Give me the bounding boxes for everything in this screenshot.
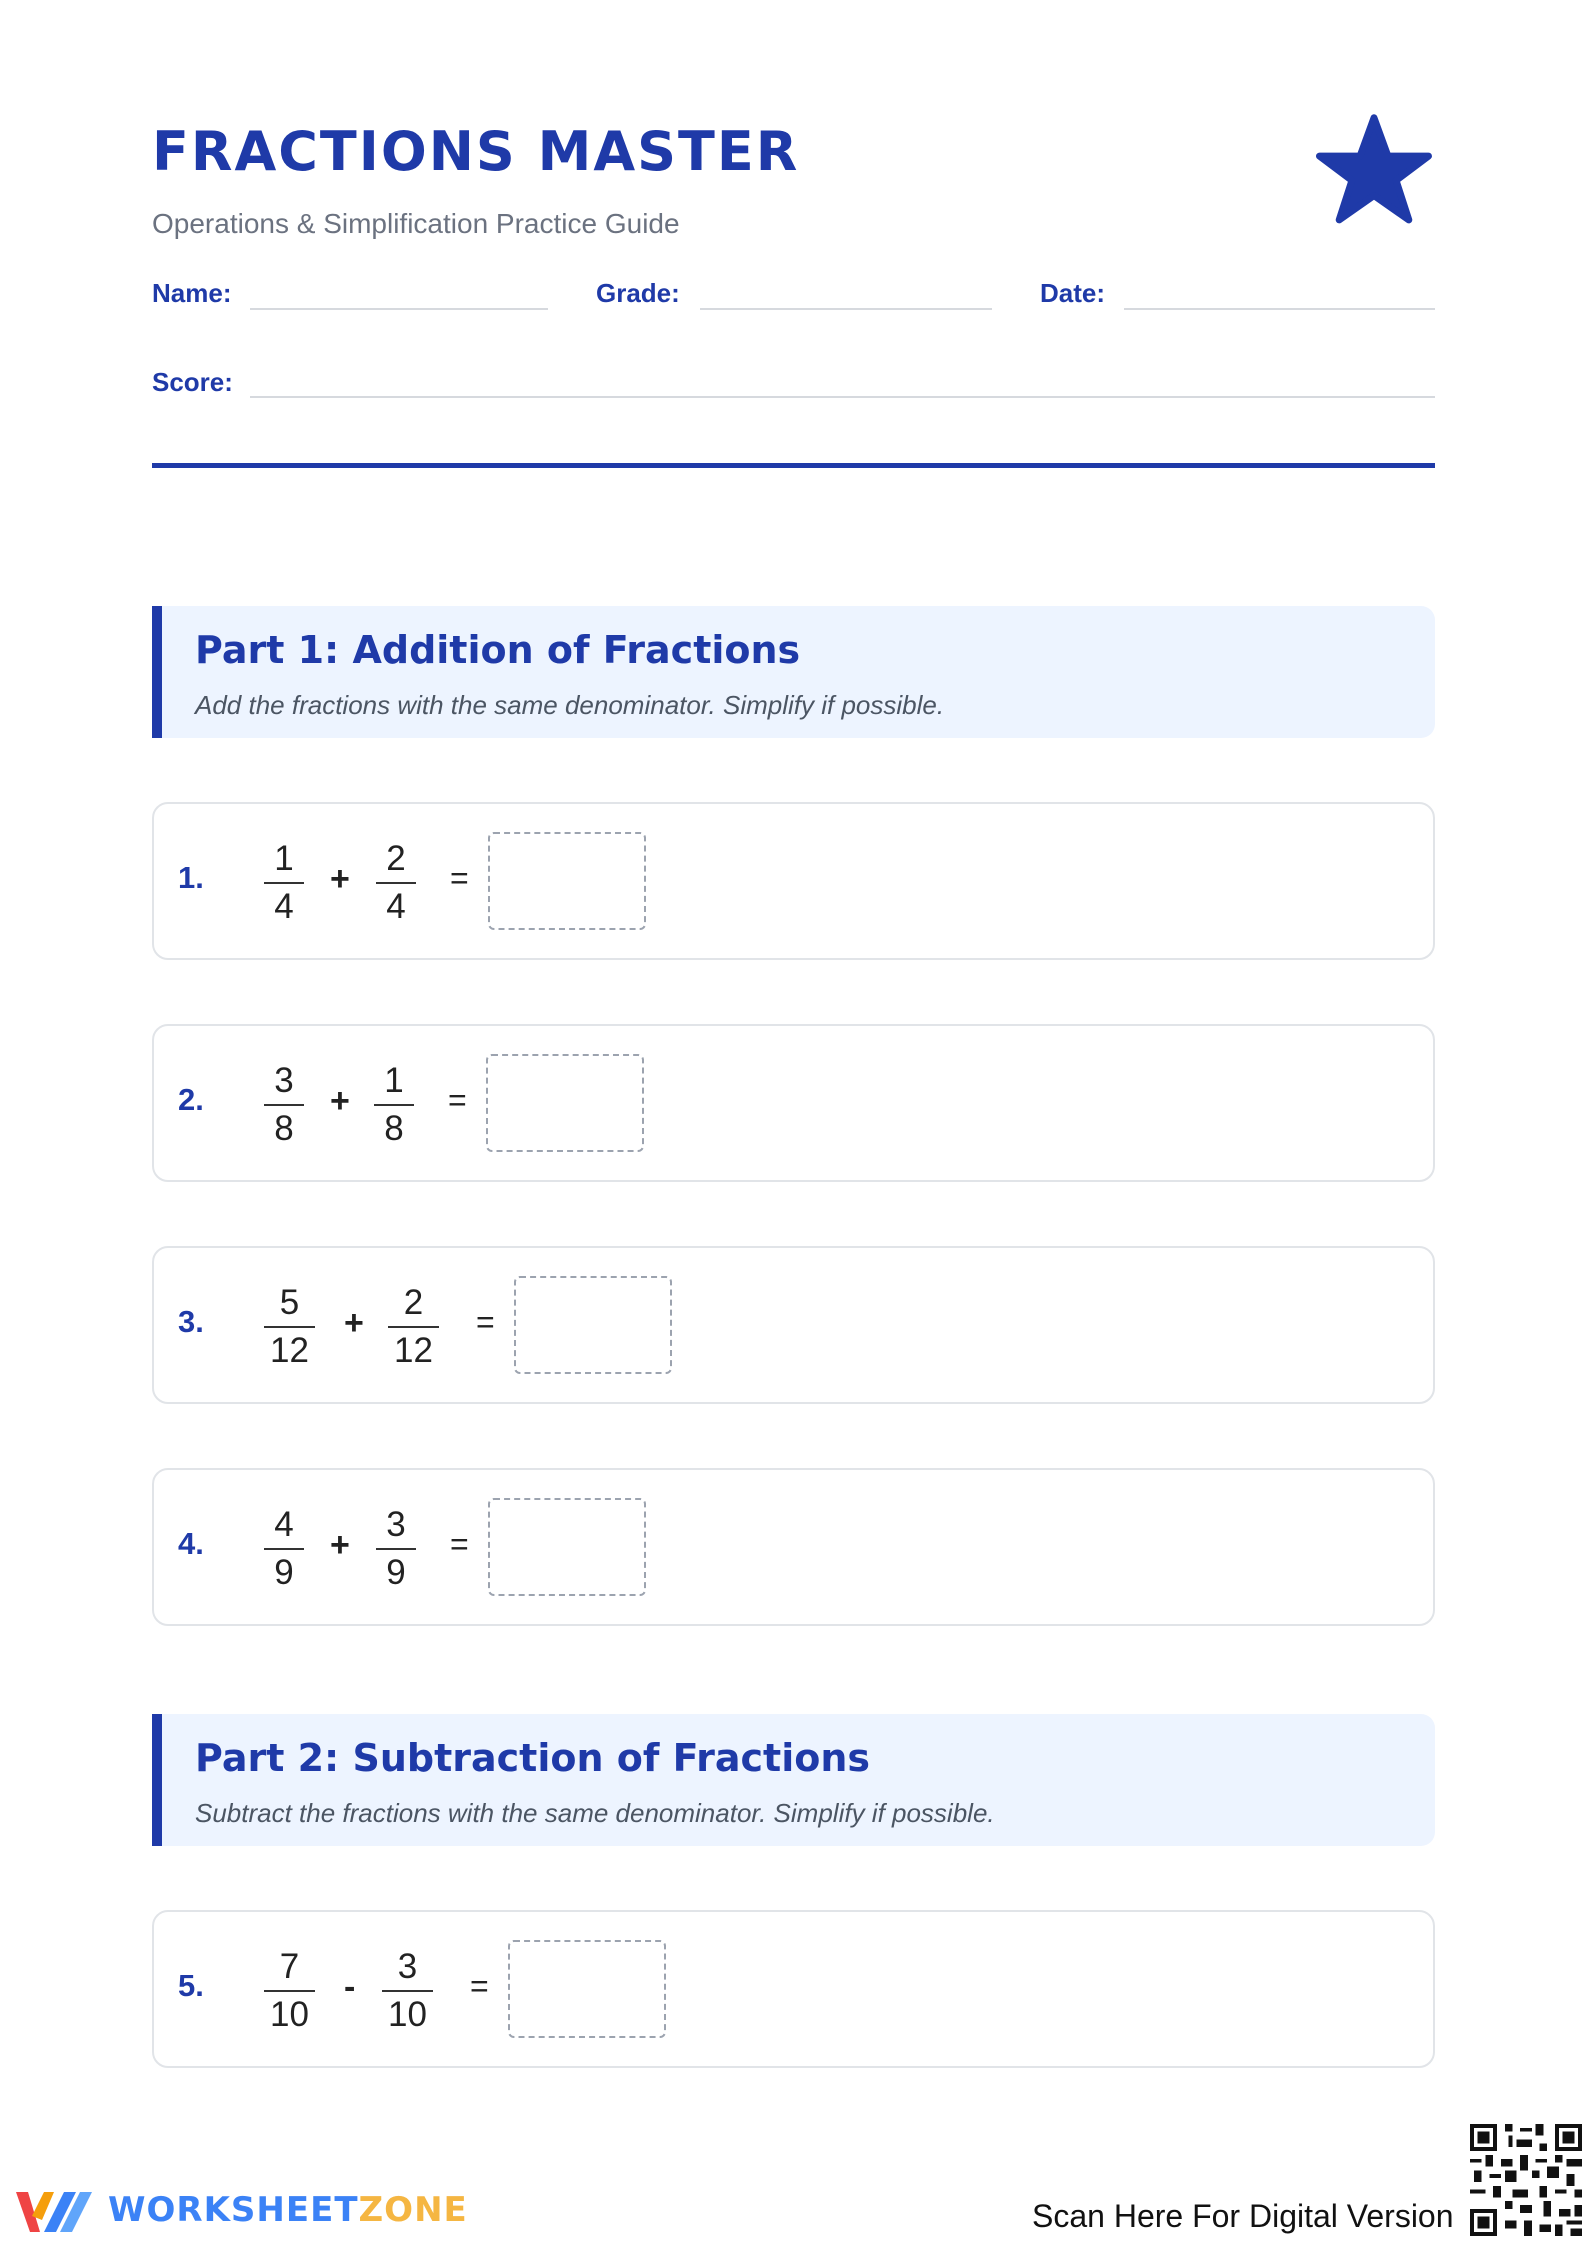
logo-icon <box>14 2186 94 2238</box>
equals-sign: = <box>450 1526 469 1562</box>
fraction-bar <box>264 1990 315 1992</box>
answer-box[interactable] <box>488 1498 646 1596</box>
operator: + <box>330 1526 350 1564</box>
brand-part-1: WORKSHEET <box>108 2190 359 2230</box>
denominator: 12 <box>394 1331 433 1370</box>
section-part-1 <box>152 606 1435 738</box>
problem-card <box>152 802 1435 960</box>
denominator: 8 <box>274 1109 294 1148</box>
problem-card <box>152 1246 1435 1404</box>
section-part-2 <box>152 1714 1435 1846</box>
problem-card <box>152 1468 1435 1626</box>
answer-box[interactable] <box>488 832 646 930</box>
brand-logo <box>108 2190 468 2230</box>
section-title: Part 1: Addition of Fractions <box>195 628 801 672</box>
problem-card <box>152 1024 1435 1182</box>
problem-number: 1. <box>178 860 204 895</box>
grade-field[interactable] <box>700 308 992 310</box>
numerator: 3 <box>274 1061 294 1100</box>
numerator: 2 <box>403 1283 424 1322</box>
page-subtitle: Operations & Simplification Practice Guide <box>152 208 680 239</box>
numerator: 7 <box>279 1947 300 1986</box>
numerator: 4 <box>274 1505 294 1544</box>
equals-sign: = <box>476 1304 495 1340</box>
numerator: 1 <box>274 839 294 878</box>
numerator: 3 <box>397 1947 418 1986</box>
fraction-bar <box>264 882 304 884</box>
answer-box[interactable] <box>486 1054 644 1152</box>
denominator: 4 <box>386 887 406 926</box>
fraction-bar <box>374 1104 414 1106</box>
date-field[interactable] <box>1124 308 1435 310</box>
score-field[interactable] <box>250 396 1435 398</box>
fraction-bar <box>264 1104 304 1106</box>
operator: - <box>344 1968 356 2006</box>
fraction-bar <box>264 1326 315 1328</box>
fraction <box>264 1504 304 1594</box>
fraction <box>376 1504 416 1594</box>
fraction <box>382 1946 433 2036</box>
problem-number: 3. <box>178 1304 204 1339</box>
fraction <box>264 1060 304 1150</box>
problem-card <box>152 1910 1435 2068</box>
denominator: 9 <box>274 1553 294 1592</box>
equals-sign: = <box>450 860 469 896</box>
numerator: 1 <box>384 1061 404 1100</box>
operator: + <box>330 860 350 898</box>
header-divider <box>152 463 1435 468</box>
fraction <box>264 1946 315 2036</box>
star-icon <box>1316 112 1432 228</box>
operator: + <box>330 1082 350 1120</box>
qr-code-icon[interactable] <box>1470 2124 1582 2236</box>
denominator: 10 <box>388 1995 427 2034</box>
fraction <box>264 1282 315 1372</box>
fraction-bar <box>376 1548 416 1550</box>
fraction-bar <box>382 1990 433 1992</box>
grade-label: Grade: <box>596 278 680 308</box>
fraction <box>264 838 304 928</box>
numerator: 5 <box>279 1283 300 1322</box>
score-label: Score: <box>152 367 233 397</box>
fraction <box>374 1060 414 1150</box>
fraction-bar <box>264 1548 304 1550</box>
denominator: 8 <box>384 1109 404 1148</box>
problem-number: 4. <box>178 1526 204 1561</box>
section-instruction: Add the fractions with the same denominator. Simplify if possible. <box>195 690 945 720</box>
denominator: 9 <box>386 1553 406 1592</box>
name-label: Name: <box>152 278 232 308</box>
name-field[interactable] <box>250 308 548 310</box>
page-title: FRACTIONS MASTER <box>152 120 800 183</box>
problem-number: 5. <box>178 1968 204 2003</box>
problem-number: 2. <box>178 1082 204 1117</box>
scan-text: Scan Here For Digital Version <box>1032 2198 1454 2234</box>
operator: + <box>344 1304 364 1342</box>
answer-box[interactable] <box>508 1940 666 2038</box>
denominator: 10 <box>270 1995 309 2034</box>
brand-part-2: ZONE <box>358 2190 468 2230</box>
fraction <box>388 1282 439 1372</box>
fraction-bar <box>388 1326 439 1328</box>
numerator: 2 <box>386 839 406 878</box>
section-title: Part 2: Subtraction of Fractions <box>195 1736 871 1780</box>
equals-sign: = <box>448 1082 467 1118</box>
section-instruction: Subtract the fractions with the same denominator. Simplify if possible. <box>195 1798 995 1828</box>
denominator: 12 <box>270 1331 309 1370</box>
fraction-bar <box>376 882 416 884</box>
answer-box[interactable] <box>514 1276 672 1374</box>
numerator: 3 <box>386 1505 406 1544</box>
denominator: 4 <box>274 887 294 926</box>
equals-sign: = <box>470 1968 489 2004</box>
fraction <box>376 838 416 928</box>
date-label: Date: <box>1040 278 1106 308</box>
